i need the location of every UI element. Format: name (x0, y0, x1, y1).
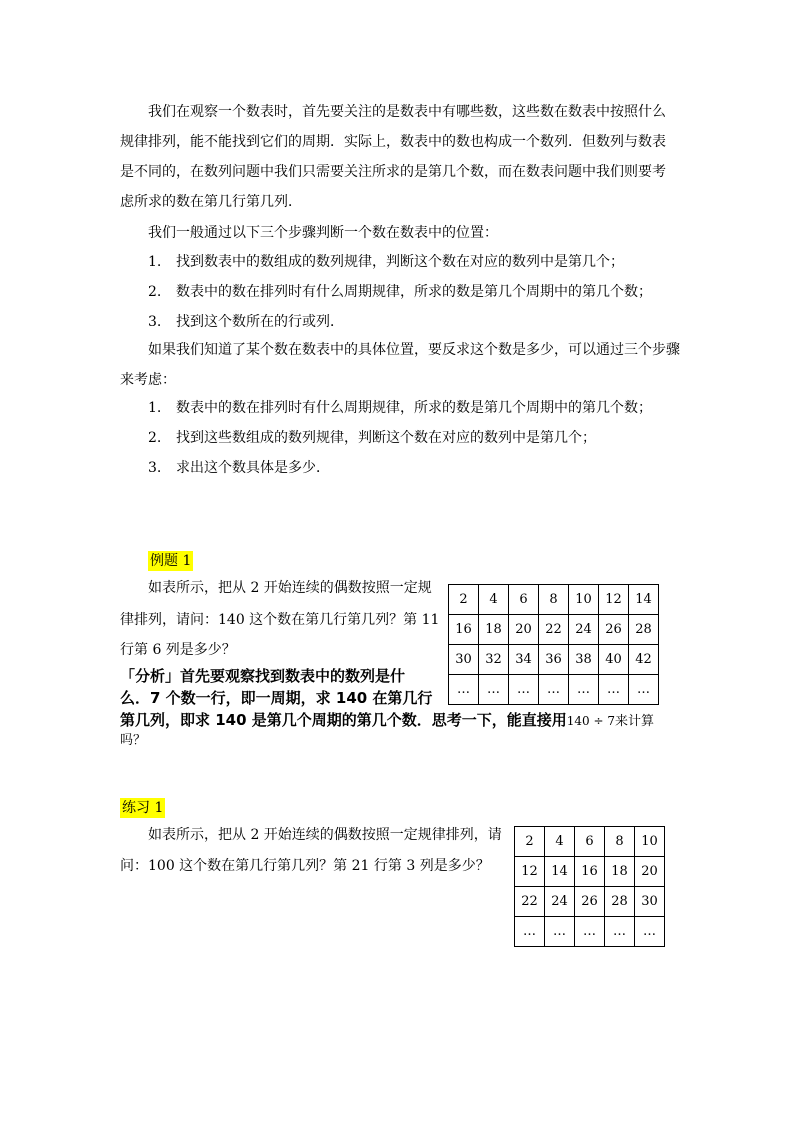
step-text: 数表中的数在排列时有什么周期规律，所求的数是第几个周期中的第几个数； (176, 284, 652, 300)
table-cell: 24 (545, 887, 575, 917)
table-cell: 20 (635, 857, 665, 887)
table-cell: 26 (599, 615, 629, 645)
step-number: 2. (148, 430, 162, 446)
analysis-text-1: 首先要观察找到数表中的数列是什 (180, 667, 406, 685)
table-cell: 42 (629, 645, 659, 675)
example-question-line-2: 律排列，请问：140 这个数在第几行第几列？第 11 (120, 612, 440, 628)
step-item (148, 458, 330, 478)
table-cell: … (539, 675, 569, 705)
practice-label (120, 798, 165, 818)
table-row (515, 857, 665, 887)
intro-paragraph-2: 我们一般通过以下三个步骤判断一个数在数表中的位置： (148, 225, 498, 241)
step-text: 找到这个数所在的行或列． (176, 314, 344, 330)
table-cell: … (629, 675, 659, 705)
practice-question-line-1: 如表所示，把从 2 开始连续的偶数按照一定规律排列，请 (148, 827, 502, 843)
intro-paragraph-3a: 如果我们知道了某个数在数表中的具体位置，要反求这个数是多少，可以通过三个步骤 (148, 342, 680, 358)
step-item (148, 428, 596, 448)
table-row (515, 827, 665, 857)
step-text: 找到这些数组成的数列规律，判断这个数在对应的数列中是第几个； (176, 430, 596, 446)
table-cell: 6 (509, 585, 539, 615)
table-cell: 36 (539, 645, 569, 675)
table-cell: 18 (479, 615, 509, 645)
step-item (148, 282, 652, 302)
table-row (449, 585, 659, 615)
practice-question-line-2: 问：100 这个数在第几行第几列？第 21 行第 3 列是多少？ (120, 858, 490, 874)
practice-number-table (514, 826, 665, 947)
table-cell: 20 (509, 615, 539, 645)
table-cell: … (449, 675, 479, 705)
analysis-line-2: 么．7 个数一行，即一周期，求 140 在第几行 (120, 689, 433, 707)
step-item (148, 252, 624, 272)
table-cell: … (479, 675, 509, 705)
table-cell: … (635, 917, 665, 947)
table-cell: 10 (635, 827, 665, 857)
table-cell: … (599, 675, 629, 705)
step-number: 2. (148, 284, 162, 300)
analysis-text-3-end: 来计算 (615, 714, 655, 729)
table-cell: 26 (575, 887, 605, 917)
table-cell: 10 (569, 585, 599, 615)
table-row (515, 917, 665, 947)
table-cell: … (545, 917, 575, 947)
table-cell: 16 (449, 615, 479, 645)
example-question-line-1: 如表所示，把从 2 开始连续的偶数按照一定规 (148, 580, 432, 596)
table-cell: 38 (569, 645, 599, 675)
table-cell: … (605, 917, 635, 947)
intro-paragraph-1: 我们在观察一个数表时，首先要关注的是数表中有哪些数，这些数在数表中按照什么规律排列，能不能找到它们的周期．实际上，数表中的数也构成一个数列．但数列与数表是不同的，在数列问题中我们只需要关注所求的是第几个数，而在数表问题中我们则要考虑所求的数在第几行第几列． (120, 104, 666, 210)
step-item (148, 312, 344, 332)
table-cell: 16 (575, 857, 605, 887)
analysis-line-4: 吗？ (120, 733, 147, 748)
table-cell: 34 (509, 645, 539, 675)
table-row (515, 887, 665, 917)
table-cell: 22 (539, 615, 569, 645)
analysis-line-1 (120, 666, 405, 686)
table-row (449, 615, 659, 645)
table-row (449, 675, 659, 705)
step-number: 3. (148, 314, 162, 330)
table-row (449, 645, 659, 675)
table-cell: 22 (515, 887, 545, 917)
step-number: 1. (148, 400, 162, 416)
step-text: 求出这个数具体是多少． (176, 460, 330, 476)
table-cell: 40 (599, 645, 629, 675)
table-cell: … (569, 675, 599, 705)
table-cell: 8 (605, 827, 635, 857)
step-number: 3. (148, 460, 162, 476)
table-cell: 28 (629, 615, 659, 645)
step-text: 数表中的数在排列时有什么周期规律，所求的数是第几个周期中的第几个数； (176, 400, 652, 416)
table-cell: 2 (449, 585, 479, 615)
table-cell: 4 (479, 585, 509, 615)
table-cell: 28 (605, 887, 635, 917)
table-cell: 18 (605, 857, 635, 887)
table-cell: 14 (545, 857, 575, 887)
step-number: 1. (148, 254, 162, 270)
table-cell: 12 (515, 857, 545, 887)
table-cell: 2 (515, 827, 545, 857)
example-question-line-3: 行第 6 列是多少？ (120, 642, 236, 658)
example-number-table (448, 584, 659, 705)
table-cell: 30 (449, 645, 479, 675)
example-label (148, 551, 193, 571)
table-cell: 32 (479, 645, 509, 675)
table-cell: … (575, 917, 605, 947)
table-cell: … (509, 675, 539, 705)
step-item (148, 398, 652, 418)
step-text: 找到数表中的数组成的数列规律，判断这个数在对应的数列中是第几个； (176, 254, 624, 270)
analysis-tag: 「分析」 (120, 667, 181, 685)
table-cell: … (515, 917, 545, 947)
table-cell: 4 (545, 827, 575, 857)
example-label-text: 例题 1 (150, 553, 192, 569)
analysis-expression: 140 ÷ 7 (566, 714, 615, 728)
table-cell: 24 (569, 615, 599, 645)
table-cell: 12 (599, 585, 629, 615)
analysis-text-3: 第几列，即求 140 是第几个周期的第几个数．思考一下，能直接用 (120, 711, 567, 729)
table-cell: 30 (635, 887, 665, 917)
analysis-line-3 (120, 710, 654, 732)
practice-label-text: 练习 1 (122, 800, 164, 816)
table-cell: 8 (539, 585, 569, 615)
table-cell: 14 (629, 585, 659, 615)
table-cell: 6 (575, 827, 605, 857)
intro-paragraph-3b: 来考虑： (120, 372, 176, 388)
